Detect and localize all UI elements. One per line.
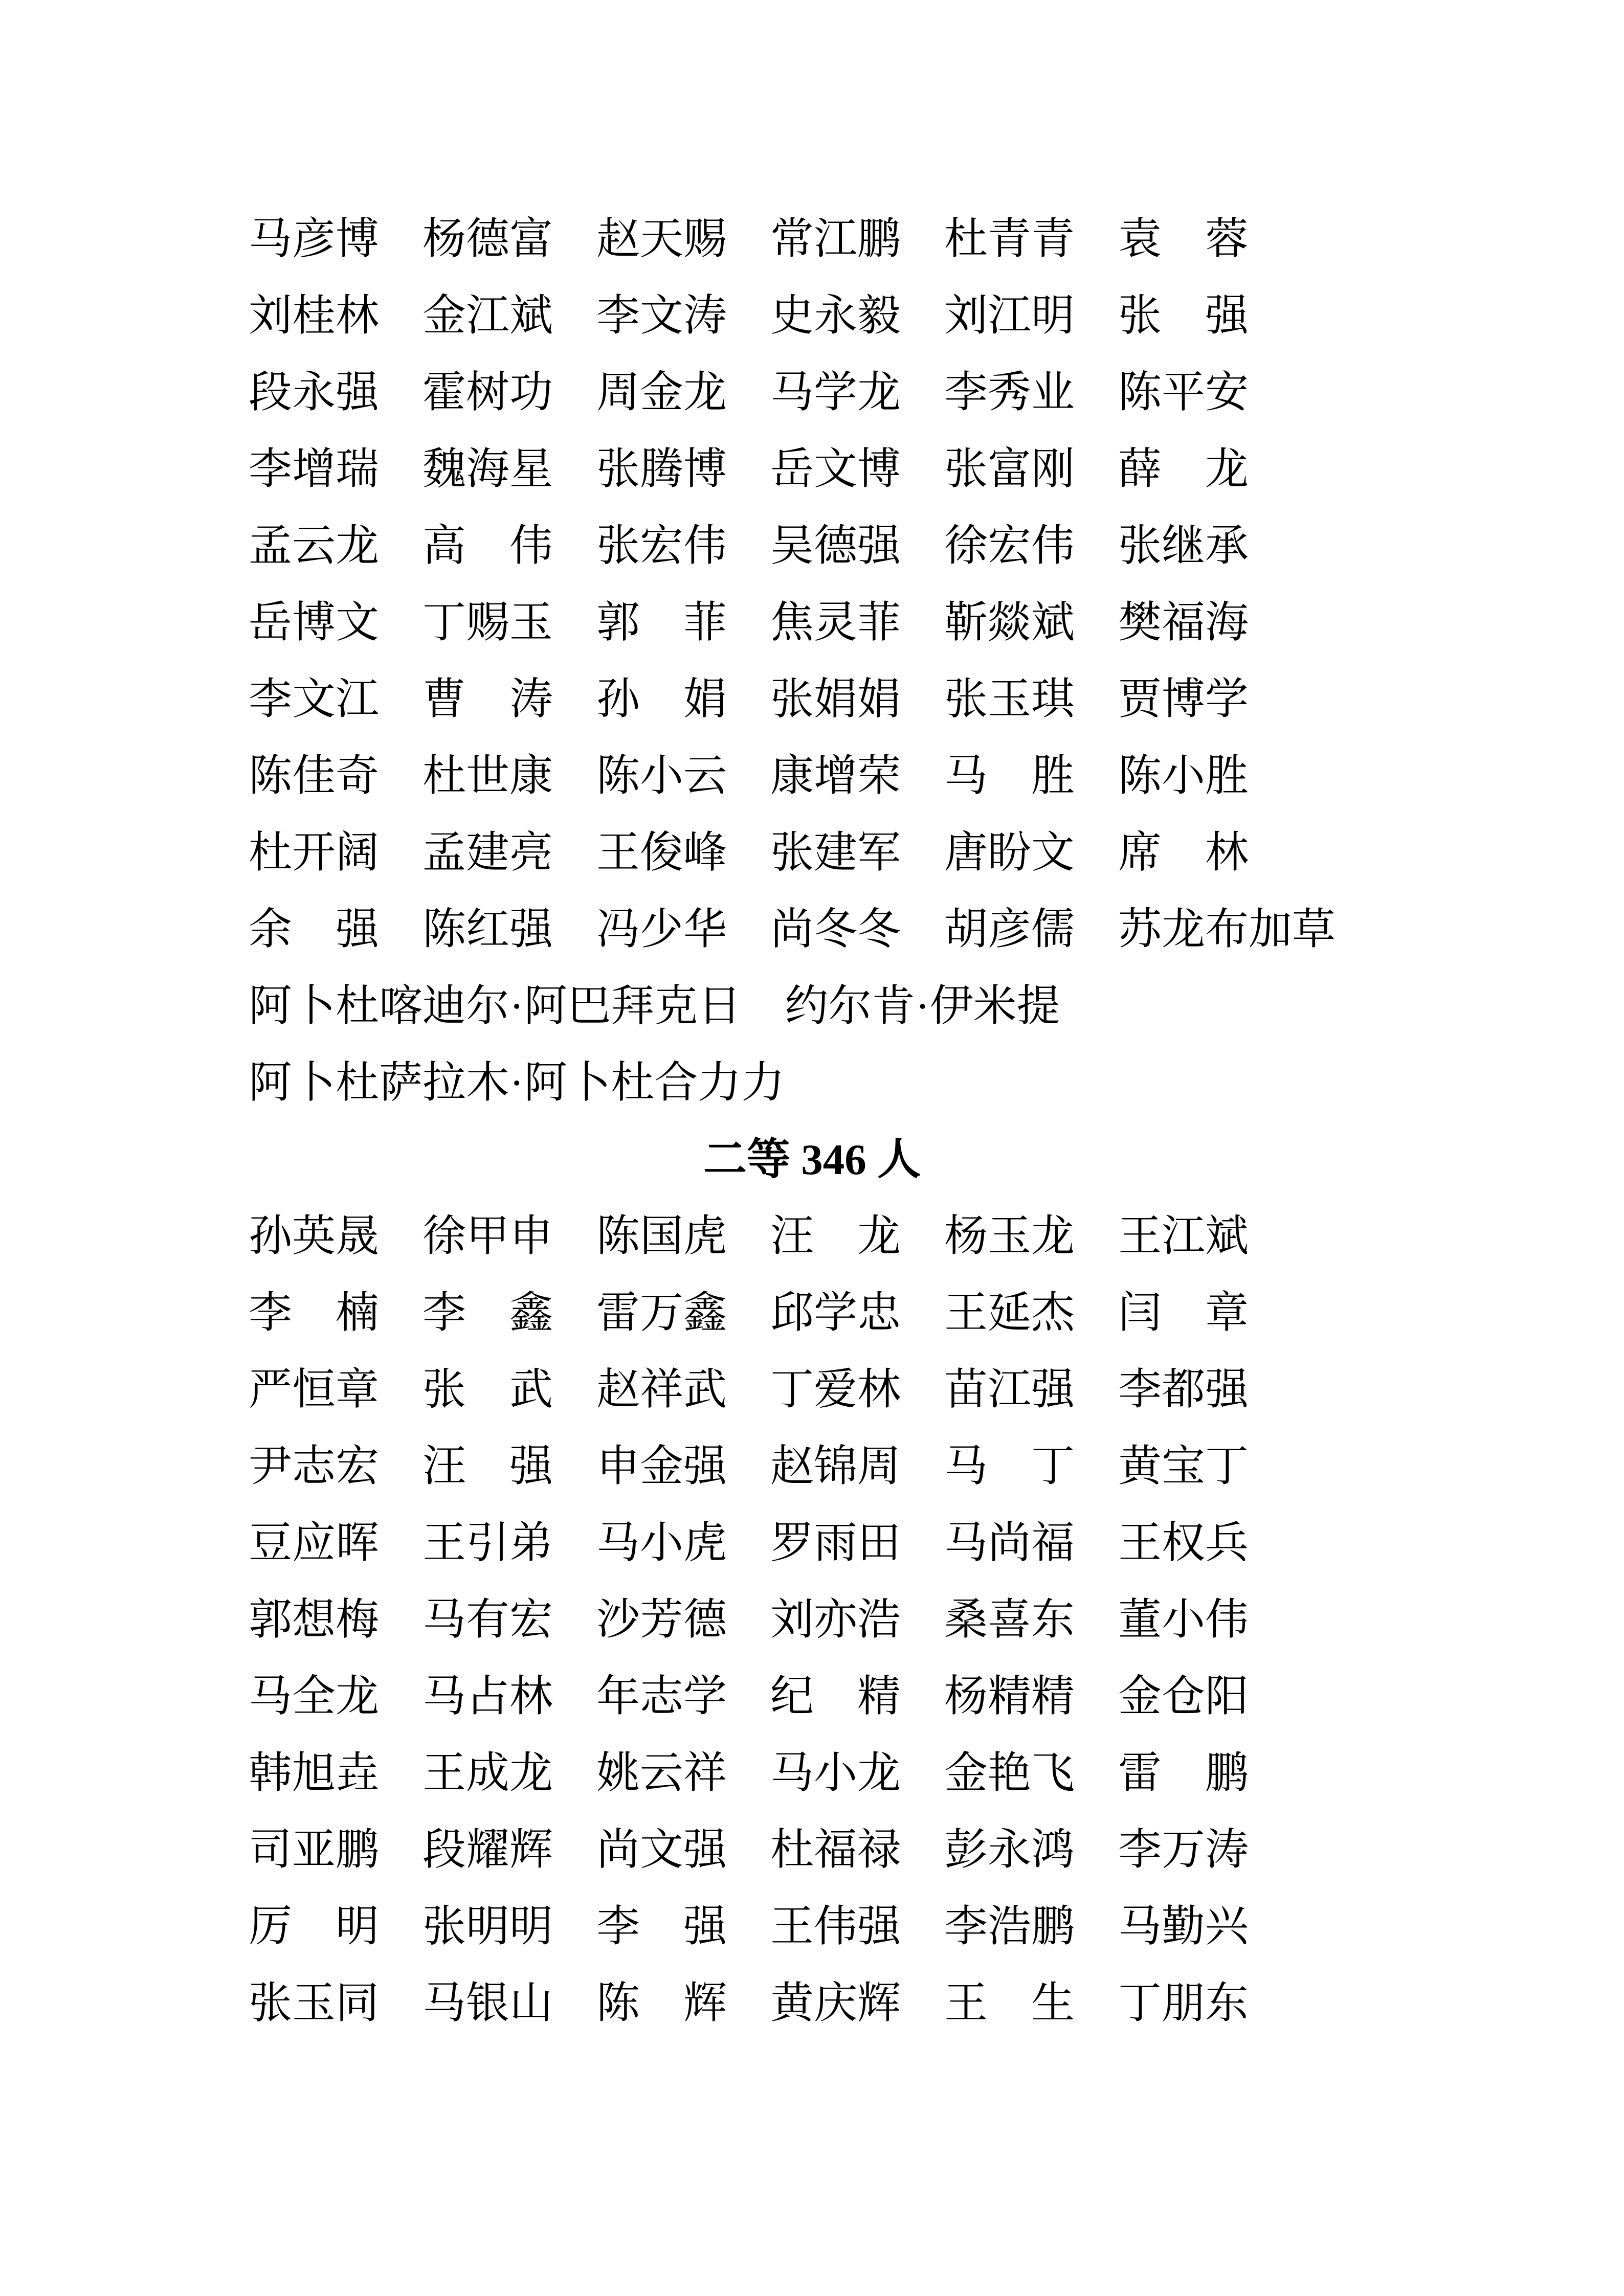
person-name: 司亚鹏 xyxy=(249,1826,380,1874)
person-name: 王俊峰 xyxy=(596,829,727,877)
second-grade-heading: 二等 346 人 xyxy=(703,1136,921,1184)
person-name: 徐宏伟 xyxy=(944,522,1075,570)
person-name: 康增荣 xyxy=(770,752,901,800)
person-name: 魏海星 xyxy=(422,445,553,493)
person-name: 雷 鹏 xyxy=(1118,1749,1249,1797)
person-name: 张富刚 xyxy=(944,445,1075,493)
person-name: 张 强 xyxy=(1118,292,1249,340)
person-name: 杜世康 xyxy=(422,752,553,800)
person-name: 金仓阳 xyxy=(1118,1673,1249,1721)
person-name: 约尔肯·伊米提 xyxy=(785,982,1060,1030)
person-name: 李万涛 xyxy=(1118,1826,1249,1874)
person-name: 孙英晟 xyxy=(249,1212,380,1260)
person-name: 李文江 xyxy=(249,676,380,724)
person-name: 杨玉龙 xyxy=(944,1212,1075,1260)
name-row xyxy=(249,1347,1375,1424)
person-name: 赵天赐 xyxy=(596,215,727,263)
person-name: 马小龙 xyxy=(770,1749,901,1797)
person-name: 张 武 xyxy=(422,1366,553,1414)
person-name: 王伟强 xyxy=(770,1903,901,1951)
person-name: 姚云祥 xyxy=(596,1749,727,1797)
person-name: 张明明 xyxy=(422,1903,553,1951)
person-name: 尹志宏 xyxy=(249,1443,380,1491)
person-name: 马全龙 xyxy=(249,1673,380,1721)
person-name: 段永强 xyxy=(249,369,380,417)
person-name: 张玉琪 xyxy=(944,676,1075,724)
person-name: 马占林 xyxy=(422,1673,553,1721)
person-name: 豆应晖 xyxy=(249,1519,380,1567)
person-name: 张建军 xyxy=(770,829,901,877)
person-name: 靳燚斌 xyxy=(944,599,1075,647)
name-row xyxy=(249,964,1375,1041)
person-name: 陈平安 xyxy=(1118,369,1249,417)
person-name: 纪 精 xyxy=(770,1673,901,1721)
person-name: 董小伟 xyxy=(1118,1596,1249,1644)
person-name: 高 伟 xyxy=(422,522,553,570)
name-row xyxy=(249,350,1375,427)
person-name: 杨精精 xyxy=(944,1673,1075,1721)
person-name: 马 丁 xyxy=(944,1443,1075,1491)
person-name: 丁朋东 xyxy=(1118,1979,1249,2028)
person-name: 王延杰 xyxy=(944,1289,1075,1337)
person-name: 马尚福 xyxy=(944,1519,1075,1567)
name-row xyxy=(249,427,1375,504)
person-name: 徐甲申 xyxy=(422,1212,553,1260)
person-name: 李增瑞 xyxy=(249,445,380,493)
name-row xyxy=(249,1424,1375,1501)
person-name: 张继承 xyxy=(1118,522,1249,570)
person-name: 桑喜东 xyxy=(944,1596,1075,1644)
person-name: 冯少华 xyxy=(596,906,727,954)
person-name: 雷万鑫 xyxy=(596,1289,727,1337)
person-name: 严恒章 xyxy=(249,1366,380,1414)
person-name: 赵锦周 xyxy=(770,1443,901,1491)
person-name: 李秀业 xyxy=(944,369,1075,417)
award-name-list xyxy=(249,197,1375,2038)
person-name: 唐盼文 xyxy=(944,829,1075,877)
person-name: 彭永鸿 xyxy=(944,1826,1075,1874)
person-name: 杜开阔 xyxy=(249,829,380,877)
person-name: 余 强 xyxy=(249,906,380,954)
person-name: 陈红强 xyxy=(422,906,553,954)
person-name: 邱学忠 xyxy=(770,1289,901,1337)
person-name: 陈 辉 xyxy=(596,1979,727,2028)
person-name: 马学龙 xyxy=(770,369,901,417)
person-name: 薛 龙 xyxy=(1118,445,1249,493)
person-name: 张腾博 xyxy=(596,445,727,493)
person-name: 周金龙 xyxy=(596,369,727,417)
person-name: 汪 龙 xyxy=(770,1212,901,1260)
person-name: 郭 菲 xyxy=(596,599,727,647)
person-name: 马 胜 xyxy=(944,752,1075,800)
person-name: 李 强 xyxy=(596,1903,727,1951)
person-name: 李浩鹏 xyxy=(944,1903,1075,1951)
person-name: 霍树功 xyxy=(422,369,553,417)
person-name: 袁 蓉 xyxy=(1118,215,1249,263)
person-name: 苗江强 xyxy=(944,1366,1075,1414)
name-row xyxy=(249,1194,1375,1271)
person-name: 刘江明 xyxy=(944,292,1075,340)
person-name: 杨德富 xyxy=(422,215,553,263)
person-name: 陈国虎 xyxy=(596,1212,727,1260)
person-name: 胡彦儒 xyxy=(944,906,1075,954)
name-row xyxy=(249,1884,1375,1961)
person-name: 罗雨田 xyxy=(770,1519,901,1567)
person-name: 杜福禄 xyxy=(770,1826,901,1874)
person-name: 陈佳奇 xyxy=(249,752,380,800)
person-name: 常江鹏 xyxy=(770,215,901,263)
person-name: 赵祥武 xyxy=(596,1366,727,1414)
person-name: 陈小胜 xyxy=(1118,752,1249,800)
name-row xyxy=(249,887,1375,964)
person-name: 席 林 xyxy=(1118,829,1249,877)
person-name: 刘亦浩 xyxy=(770,1596,901,1644)
person-name: 孟云龙 xyxy=(249,522,380,570)
person-name: 孟建亮 xyxy=(422,829,553,877)
person-name: 陈小云 xyxy=(596,752,727,800)
person-name: 焦灵菲 xyxy=(770,599,901,647)
person-name: 孙 娟 xyxy=(596,676,727,724)
name-row xyxy=(249,197,1375,274)
person-name: 汪 强 xyxy=(422,1443,553,1491)
name-row xyxy=(249,1654,1375,1731)
person-name: 刘桂林 xyxy=(249,292,380,340)
name-row xyxy=(249,1731,1375,1808)
person-name: 阿卜杜萨拉木·阿卜杜合力力 xyxy=(249,1059,785,1107)
person-name: 马彦博 xyxy=(249,215,380,263)
person-name: 张宏伟 xyxy=(596,522,727,570)
person-name: 王引弟 xyxy=(422,1519,553,1567)
name-row xyxy=(249,1578,1375,1654)
person-name: 尚冬冬 xyxy=(770,906,901,954)
name-row xyxy=(249,734,1375,811)
person-name: 马有宏 xyxy=(422,1596,553,1644)
person-name: 王 生 xyxy=(944,1979,1075,2028)
person-name: 申金强 xyxy=(596,1443,727,1491)
person-name: 吴德强 xyxy=(770,522,901,570)
name-row xyxy=(249,580,1375,657)
person-name: 丁爱林 xyxy=(770,1366,901,1414)
person-name: 王权兵 xyxy=(1118,1519,1249,1567)
name-grid-first-grade-continued xyxy=(249,197,1375,964)
name-row xyxy=(249,274,1375,350)
person-name: 曹 涛 xyxy=(422,676,553,724)
person-name: 厉 明 xyxy=(249,1903,380,1951)
person-name: 金江斌 xyxy=(422,292,553,340)
person-name: 岳文博 xyxy=(770,445,901,493)
name-row xyxy=(249,1041,1375,1117)
person-name: 闫 章 xyxy=(1118,1289,1249,1337)
person-name: 李 鑫 xyxy=(422,1289,553,1337)
person-name: 史永毅 xyxy=(770,292,901,340)
person-name: 苏龙布加草 xyxy=(1118,906,1336,954)
person-name: 张玉同 xyxy=(249,1979,380,2028)
person-name: 韩旭垚 xyxy=(249,1749,380,1797)
name-row xyxy=(249,1961,1375,2038)
person-name: 马勤兴 xyxy=(1118,1903,1249,1951)
person-name: 王成龙 xyxy=(422,1749,553,1797)
person-name: 杜青青 xyxy=(944,215,1075,263)
person-name: 黄宝丁 xyxy=(1118,1443,1249,1491)
person-name: 李 楠 xyxy=(249,1289,380,1337)
person-name: 沙芳德 xyxy=(596,1596,727,1644)
name-row xyxy=(249,1501,1375,1578)
person-name: 贾博学 xyxy=(1118,676,1249,724)
person-name: 李文涛 xyxy=(596,292,727,340)
person-name: 樊福海 xyxy=(1118,599,1249,647)
person-name: 年志学 xyxy=(596,1673,727,1721)
person-name: 张娟娟 xyxy=(770,676,901,724)
person-name: 岳博文 xyxy=(249,599,380,647)
person-name: 尚文强 xyxy=(596,1826,727,1874)
name-grid-first-grade-long-names xyxy=(249,964,1375,1117)
person-name: 段耀辉 xyxy=(422,1826,553,1874)
person-name: 马银山 xyxy=(422,1979,553,2028)
person-name: 黄庆辉 xyxy=(770,1979,901,2028)
name-row xyxy=(249,504,1375,580)
person-name: 丁赐玉 xyxy=(422,599,553,647)
name-grid-second-grade xyxy=(249,1194,1375,2038)
person-name: 李都强 xyxy=(1118,1366,1249,1414)
person-name: 马小虎 xyxy=(596,1519,727,1567)
person-name: 郭想梅 xyxy=(249,1596,380,1644)
person-name: 金艳飞 xyxy=(944,1749,1075,1797)
name-row xyxy=(249,1271,1375,1347)
person-name: 阿卜杜喀迪尔·阿巴拜克日 xyxy=(249,982,742,1030)
name-row xyxy=(249,657,1375,734)
person-name: 王江斌 xyxy=(1118,1212,1249,1260)
name-row xyxy=(249,1808,1375,1884)
name-row xyxy=(249,811,1375,887)
